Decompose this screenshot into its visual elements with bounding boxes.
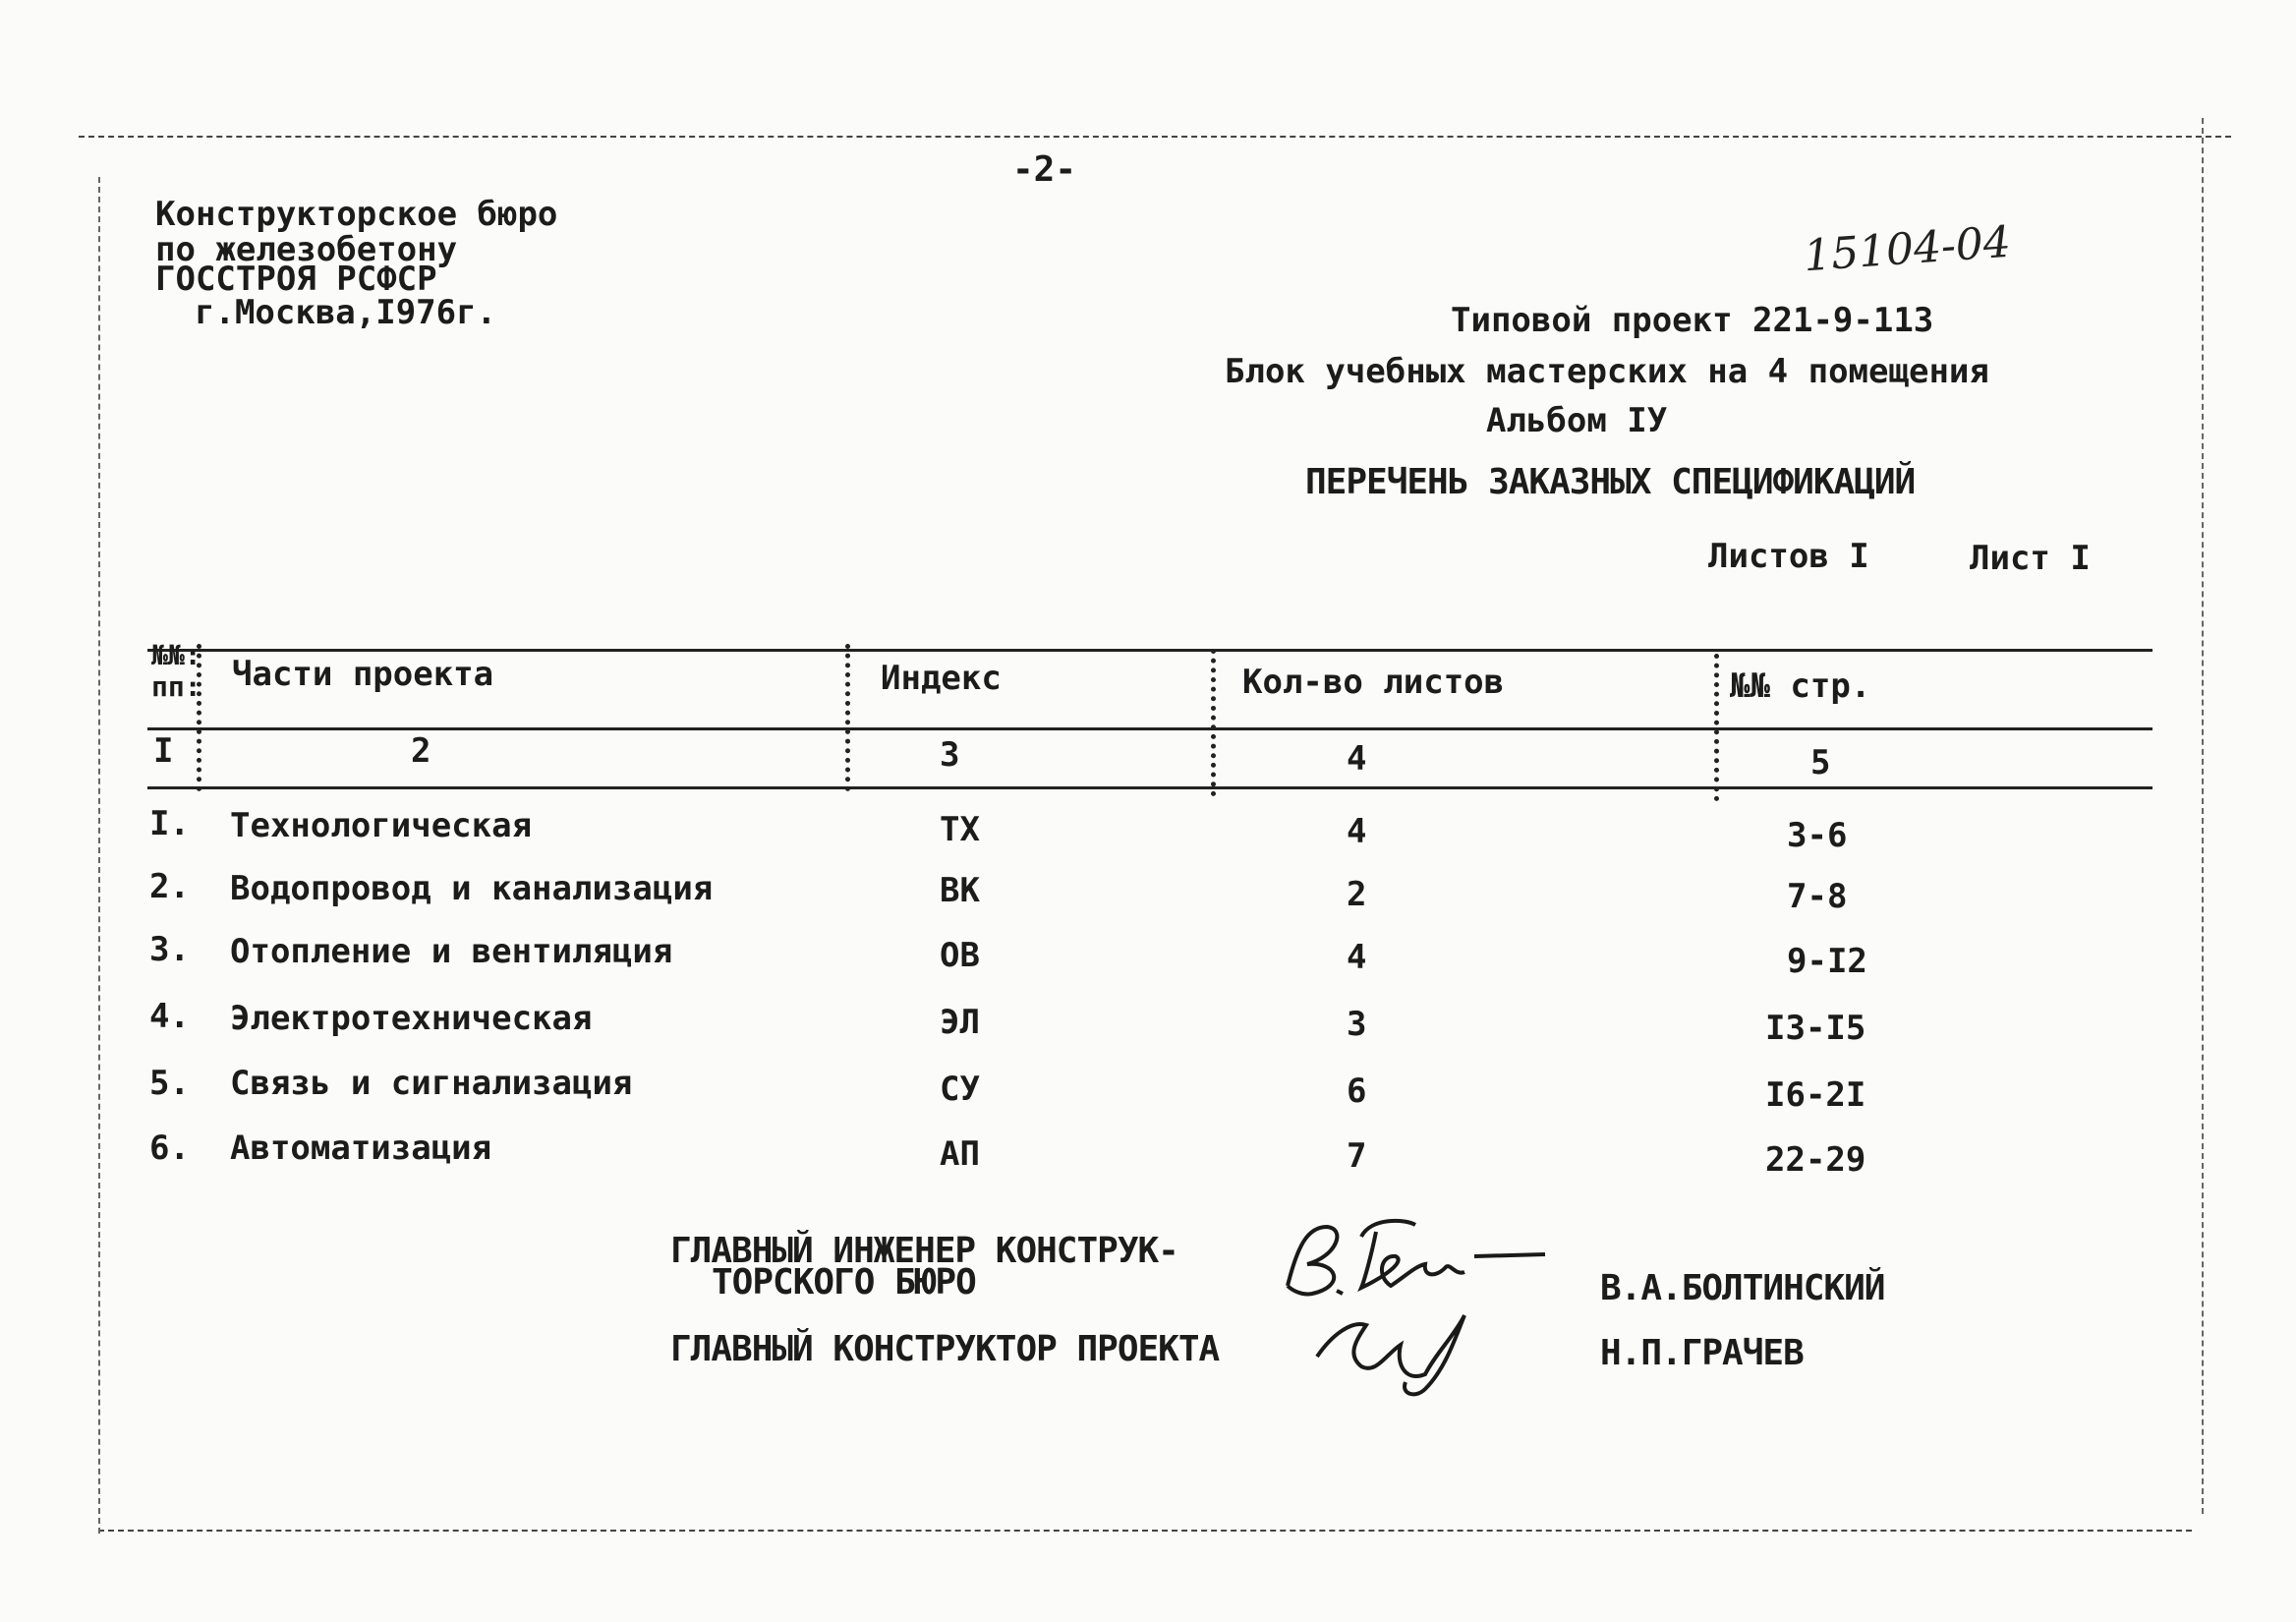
row-count: 6 [1347,1072,1367,1111]
column-divider [845,644,850,791]
header-index: Индекс [881,659,1002,698]
header-part: Части проекта [232,655,494,694]
row-num: 6. [149,1129,190,1168]
row-count: 2 [1347,875,1367,914]
row-part: Электротехническая [230,999,593,1038]
row-num: 3. [149,930,190,969]
document-code: 15104-04 [1802,216,2013,282]
right-frame-line [2202,118,2204,1514]
album-line: Альбом IУ [1486,401,1668,440]
role-chief-engineer-line1: ГЛАВНЫЙ ИНЖЕНЕР КОНСТРУК- [670,1231,1178,1271]
header-pages: №№ стр. [1730,666,1871,706]
row-num: 4. [149,997,190,1036]
left-frame-line [98,177,100,1534]
row-part: Отопление и вентиляция [230,932,673,971]
row-num: 5. [149,1064,190,1103]
col-number: 2 [411,731,431,771]
row-count: 3 [1347,1005,1367,1044]
role-chief-engineer-line2: ТОРСКОГО БЮРО [712,1262,976,1303]
col-number-bottom-rule [147,786,2152,789]
table-top-rule [147,649,2152,652]
sheets-total: Листов I [1708,537,1869,576]
row-pages: 22-29 [1765,1140,1866,1180]
org-line-3: ГОССТРОЯ РСФСР [155,260,437,299]
row-index: ЭЛ [940,1003,980,1042]
row-part: Автоматизация [230,1129,492,1168]
name-boltinsky: В.А.БОЛТИНСКИЙ [1600,1268,1885,1308]
project-type-line: Типовой проект 221-9-113 [1451,301,1934,340]
header-count: Кол-во листов [1242,663,1505,702]
signature-2 [1307,1296,1523,1404]
col-number: 4 [1347,739,1367,779]
row-count: 4 [1347,812,1367,851]
role-chief-designer: ГЛАВНЫЙ КОНСТРУКТОР ПРОЕКТА [670,1329,1220,1369]
row-index: СУ [940,1070,980,1109]
row-index: ВК [940,871,980,910]
org-line-2: по железобетону [155,230,458,269]
row-num: I. [149,804,190,843]
row-part: Водопровод и канализация [230,869,714,908]
bottom-frame-line [98,1530,2192,1532]
row-pages: 3-6 [1787,816,1848,855]
row-index: ТХ [940,810,980,849]
org-line-4: г.Москва,I976г. [195,293,497,332]
col-number: 5 [1810,743,1831,782]
row-part: Технологическая [230,806,533,845]
row-pages: I3-I5 [1765,1009,1866,1048]
row-index: ОВ [940,936,980,975]
sheet-number: Лист I [1970,539,2091,578]
top-frame-line [79,136,2231,138]
row-count: 7 [1347,1136,1367,1176]
org-line-1: Конструкторское бюро [155,195,558,234]
row-part: Связь и сигнализация [230,1064,633,1103]
row-index: АП [940,1134,980,1174]
row-pages: I6-2I [1765,1075,1866,1115]
header-num-b: пп: [151,670,201,703]
col-number: I [153,731,174,771]
name-grachev: Н.П.ГРАЧЕВ [1600,1333,1804,1373]
header-bottom-rule [147,727,2152,730]
row-count: 4 [1347,938,1367,977]
column-divider [1714,654,1719,801]
page-number: -2- [1012,149,1077,190]
column-divider [1211,649,1216,796]
project-name-line: Блок учебных мастерских на 4 помещения [1225,352,1989,391]
header-num-a: №№: [151,639,201,671]
row-num: 2. [149,867,190,906]
col-number: 3 [940,735,960,775]
document-title: ПЕРЕЧЕНЬ ЗАКАЗНЫХ СПЕЦИФИКАЦИЙ [1305,462,1916,502]
row-pages: 7-8 [1787,877,1848,916]
row-pages: 9-I2 [1787,942,1867,981]
